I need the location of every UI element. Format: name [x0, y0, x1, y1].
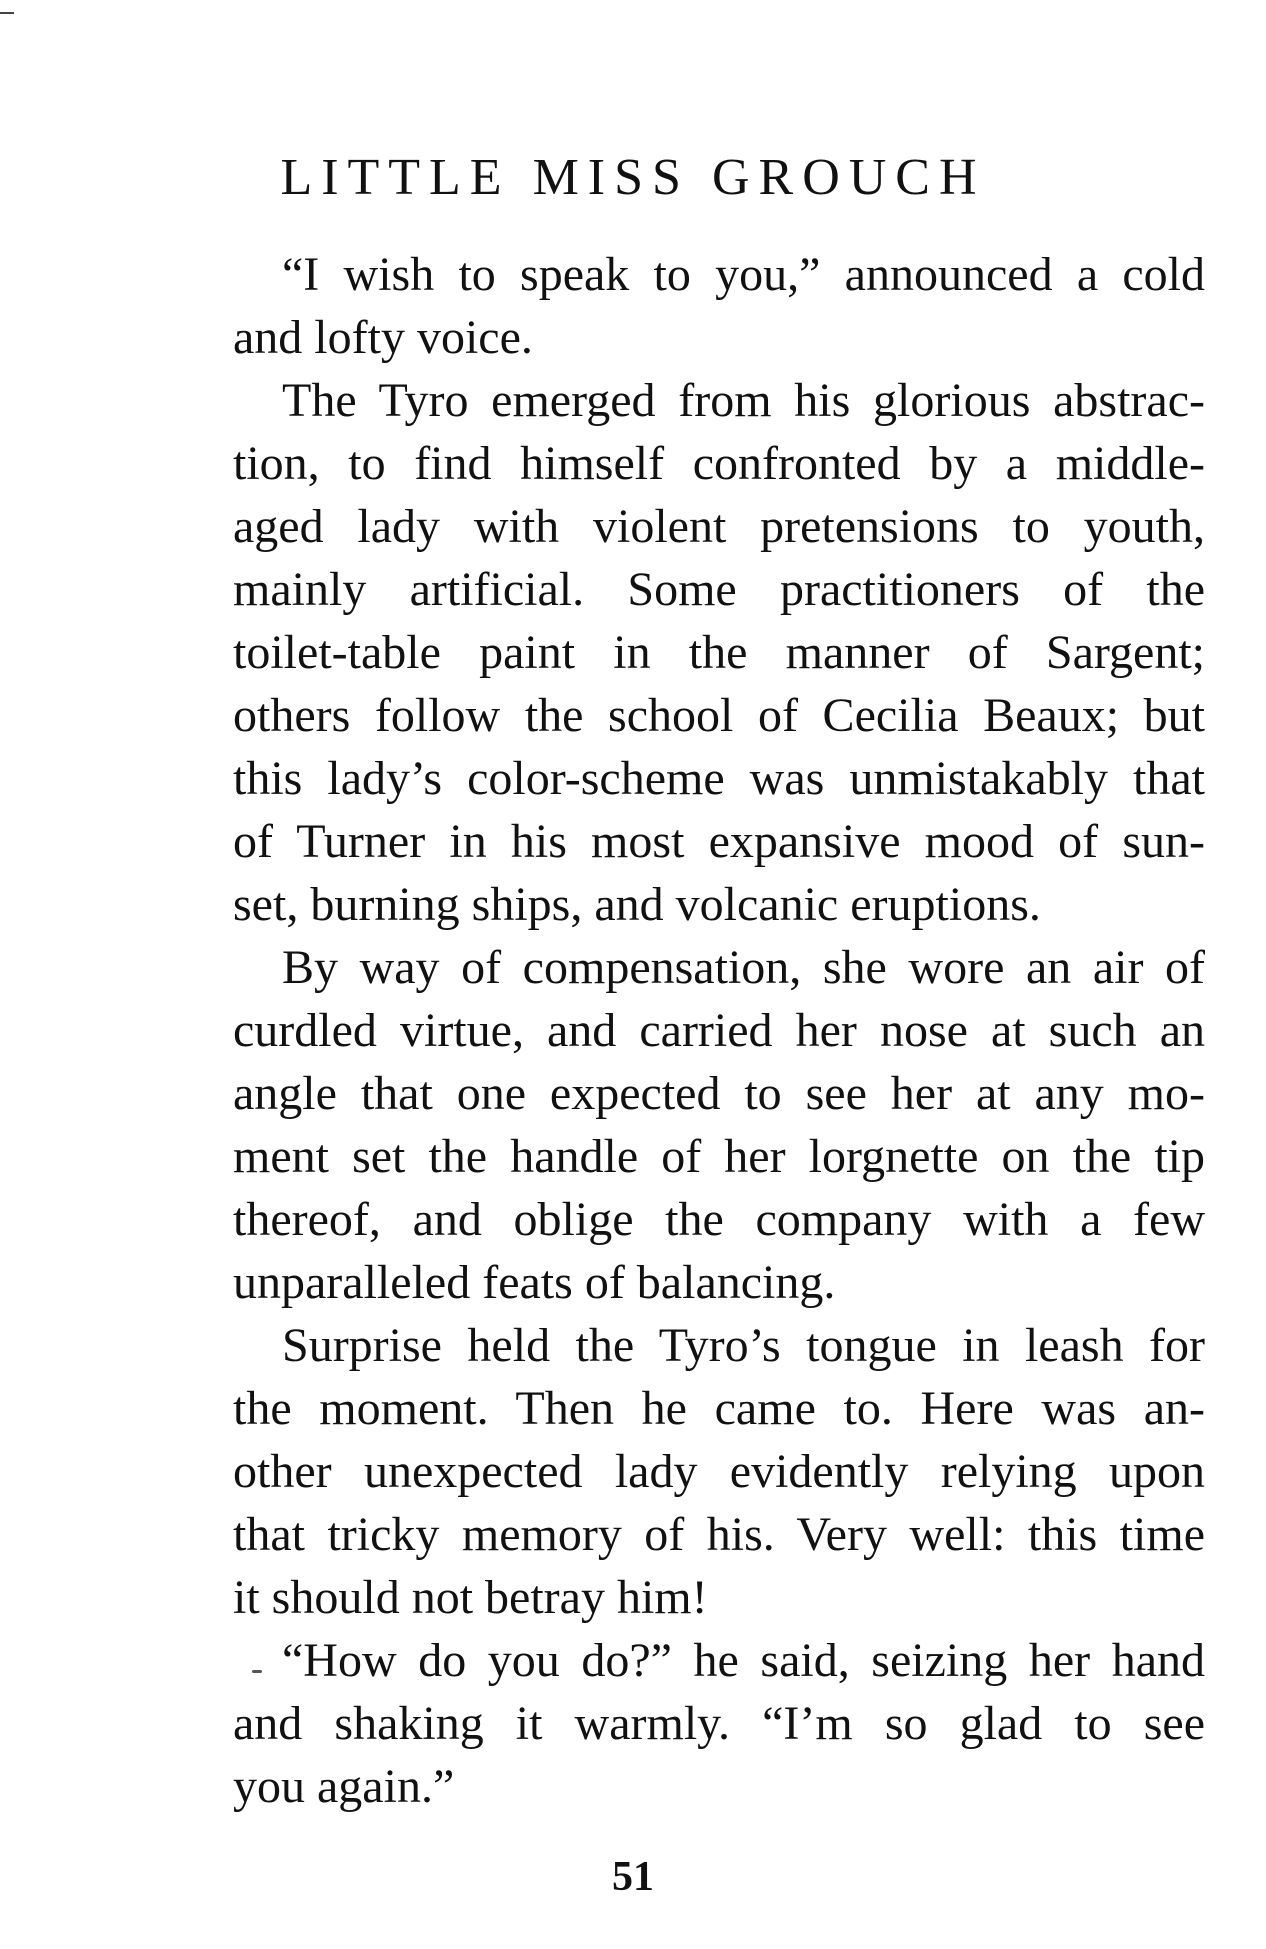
text-line: By way of compensation, she wore an air of	[282, 941, 1205, 994]
text-line: other unexpected lady evidently relying upon	[233, 1445, 1205, 1498]
text-line: The Tyro emerged from his glorious abstrac-	[282, 374, 1205, 427]
text-line: thereof, and oblige the company with a few	[233, 1193, 1205, 1246]
body-text	[233, 243, 1205, 1818]
text-line: you again.”	[233, 1760, 455, 1813]
text-line: aged lady with violent pretensions to youth,	[233, 500, 1205, 553]
text-line: it should not betray him!	[233, 1571, 708, 1624]
text-line: set, burning ships, and volcanic eruptions.	[233, 878, 1041, 931]
text-line: unparalleled feats of balancing.	[233, 1256, 836, 1309]
text-line: “How do you do?” he said, seizing her hand	[282, 1634, 1205, 1687]
text-line: Surprise held the Tyro’s tongue in leash for	[282, 1319, 1205, 1372]
text-line: and lofty voice.	[233, 311, 533, 364]
text-line: curdled virtue, and carried her nose at such an	[233, 1004, 1205, 1057]
text-line: this lady’s color-scheme was unmistakably that	[233, 752, 1205, 805]
text-line: toilet-table paint in the manner of Sargent;	[233, 626, 1205, 679]
text-line: angle that one expected to see her at any mo-	[233, 1067, 1205, 1120]
text-line: others follow the school of Cecilia Beaux; but	[233, 689, 1205, 742]
text-line: “I wish to speak to you,” announced a cold	[282, 248, 1205, 301]
text-line: of Turner in his most expansive mood of sun-	[233, 815, 1205, 868]
text-line: tion, to find himself confronted by a middle-	[233, 437, 1205, 490]
text-line: the moment. Then he came to. Here was an-	[233, 1382, 1205, 1435]
running-head: LITTLE MISS GROUCH	[280, 149, 986, 206]
margin-mark	[0, 12, 14, 14]
text-line: that tricky memory of his. Very well: this time	[233, 1508, 1205, 1561]
page-number: 51	[612, 1854, 654, 1900]
text-line: mainly artificial. Some practitioners of the	[233, 563, 1205, 616]
text-line: ment set the handle of her lorgnette on the tip	[233, 1130, 1205, 1183]
ink-smudge	[252, 1670, 262, 1673]
text-line: and shaking it warmly. “I’m so glad to see	[233, 1697, 1205, 1750]
